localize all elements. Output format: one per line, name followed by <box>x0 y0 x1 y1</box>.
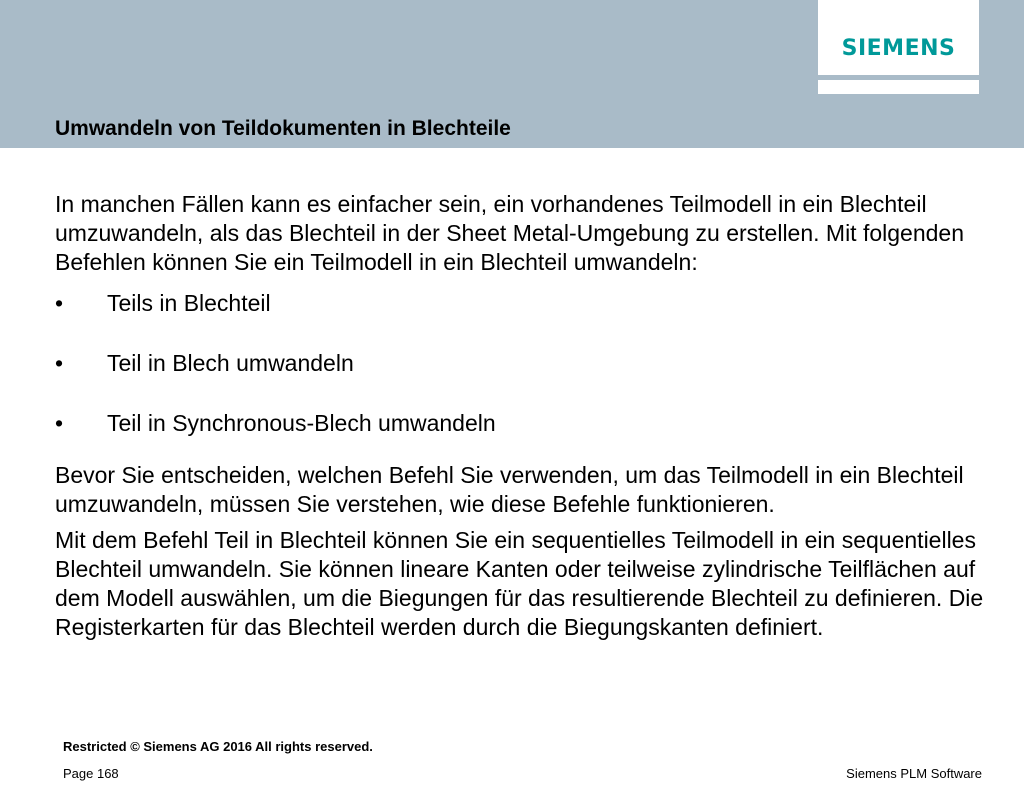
footer-page-number: Page 168 <box>63 766 119 781</box>
decision-paragraph: Bevor Sie entscheiden, welchen Befehl Sie verwenden, um das Teilmodell in ein Blechteil umzuwandeln, müssen Sie verstehen, wie diese Befehle funktionieren. <box>55 462 964 517</box>
footer-copyright: Restricted © Siemens AG 2016 All rights reserved. <box>63 739 373 754</box>
bullet-icon: • <box>55 350 64 376</box>
intro-paragraph: In manchen Fällen kann es einfacher sein, ein vorhandenes Teilmodell in ein Blechteil umzuwandeln, als das Blechteil in der Sheet Metal-Umgebung zu erstellen. Mit folgenden Befehlen können Sie ein Teilmodell in ein Blechteil umwandeln: <box>55 191 965 275</box>
bullet-icon: • <box>55 290 64 316</box>
command-description-paragraph: Mit dem Befehl Teil in Blechteil können Sie ein sequentielles Teilmodell in ein sequentielles Blechteil umwandeln. Sie können lineare Kanten oder teilweise zylindrische Teilflächen auf dem Modell auswählen, um die Biegungen für das resultierende Blechteil zu definieren. Die Registerkarten für das Blechteil werden durch die Biegungskanten definiert. <box>55 527 984 640</box>
list-item-text: Teil in Blech umwandeln <box>107 350 354 376</box>
slide-title: Umwandeln von Teildokumenten in Blechteile <box>55 117 511 140</box>
list-item-text: Teil in Synchronous-Blech umwandeln <box>107 410 496 436</box>
list-item <box>55 349 990 378</box>
logo-underline-strip <box>818 80 979 94</box>
list-item <box>55 409 990 438</box>
bullet-icon: • <box>55 410 64 436</box>
siemens-logo-text: SIEMENS <box>841 36 956 61</box>
slide-content <box>55 190 990 642</box>
footer-company-name: Siemens PLM Software <box>846 766 982 781</box>
list-item-text: Teils in Blechteil <box>107 290 271 316</box>
siemens-logo <box>818 0 979 75</box>
list-item <box>55 289 990 318</box>
command-list <box>55 289 990 438</box>
